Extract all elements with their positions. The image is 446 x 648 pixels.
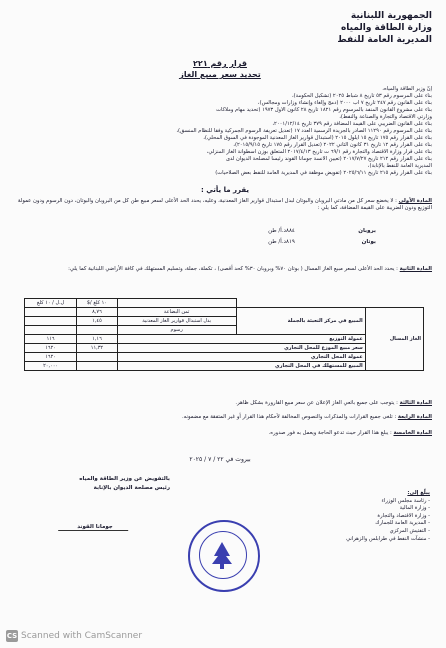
scanner-watermark bbox=[6, 630, 142, 642]
price-name: بوتان bbox=[361, 239, 376, 245]
article-4-label: المادة الرابعة bbox=[397, 414, 432, 420]
article-2-label: المادة الثانية bbox=[399, 266, 432, 272]
price-unit: د.أ/ طن bbox=[268, 228, 286, 234]
price-row-butane bbox=[196, 237, 376, 248]
signature-line-1: بالتفويض عن وزير الطاقة والمياه bbox=[79, 476, 170, 482]
col-lbp-header: ل.ل / ١٠ كلغ bbox=[25, 299, 77, 308]
table-header-row bbox=[25, 299, 424, 308]
row-label: عمولة المحل التجاري bbox=[117, 353, 365, 362]
group-main-label: الغاز المسال bbox=[365, 308, 423, 371]
price-name: بروبان bbox=[358, 228, 376, 234]
article-1-label: المادة الأولى bbox=[398, 198, 432, 204]
table-row bbox=[25, 362, 424, 371]
article-4-text: : تلغى جميع القرارات والمذكرات والنصوص المخالفة لأحكام هذا القرار أو غير المتفقة مع مضمونه. bbox=[181, 414, 397, 420]
row-lbp: ١٦٢٠ bbox=[25, 353, 77, 362]
decision-number: قرار رقم ٢٢١ bbox=[193, 59, 247, 68]
article-2-text: : يحدد الحد الأعلى لسعر مبيع الغاز المسال ( بوتان ٧٠% وبروبان ٣٠% كحد أقصى) ، تكملة، جملة، وتسليم المستهلك في كافة الأراضي اللبنانية كما يلي: bbox=[68, 266, 398, 272]
row-usd: ١,٤٥ bbox=[77, 317, 117, 326]
table-row bbox=[25, 308, 424, 317]
table-row bbox=[25, 335, 424, 344]
row-label: عمولة التوزيع bbox=[117, 335, 365, 344]
decision-title bbox=[160, 58, 280, 80]
group-sub-label: المبيع في مركز التعبئة بالجملة bbox=[236, 308, 365, 335]
decides-heading: يقرر ما يأتي : bbox=[200, 186, 250, 194]
article-1-text: : لا يخضع سعر كل من مادتي البروبان والبوتان لبدل استبدال قوارير الغاز المعدنية، وعليه، يحدد الحد الأعلى لسعر مبيع طن كل من البروبان والبوتان، دون الرسوم ودون عمولة التوزيع ودون الضريبة على القيمة المضافة، كما يلي : bbox=[17, 198, 432, 212]
article-5-text: : يبلغ هذا القرار حيث تدعو الحاجة ويعمل به فور صدوره. bbox=[268, 430, 392, 436]
article-2 bbox=[12, 266, 432, 273]
cc-item: - التفتيش المركزي bbox=[389, 527, 430, 534]
row-label: سعر مبيع الموزع للمحل التجاري bbox=[117, 344, 365, 353]
preamble-line: المديرية العامة للنفط بالإنابة)، bbox=[367, 163, 432, 169]
scanner-text: Scanned with CamScanner bbox=[21, 631, 143, 641]
cc-item: - وزارة الاقتصاد والتجارة bbox=[377, 512, 430, 519]
cc-item: - منشآت النفط في طرابلس والزهراني bbox=[346, 535, 430, 542]
preamble-line: بناء على القرار رقم ١٢ تاريخ ٣١ كانون الثاني ٢٠٢٢ (تعديل القرار رقم ١٧٥ تاريخ ٢٠١٥/٩/١٥)، bbox=[233, 142, 432, 148]
row-usd: ١,١٦ bbox=[77, 335, 117, 344]
row-usd bbox=[77, 326, 117, 335]
issue-date: بيروت في ٢٢ / ٧ / ٢٠٢٥ bbox=[189, 456, 251, 463]
signature-line-2: رئيس مصلحة الديوان بالإنابة bbox=[93, 485, 170, 491]
preamble-line: بناء على قرار وزارة الاقتصاد والتجارة رقم ٦٩/١ ت تاريخ ٢٠١٧/٤/١٣ المتعلق بوزن اسطوانة الغاز المنزلي، bbox=[206, 149, 432, 155]
preamble-line: بناء على القرار رقم ٢١٥ تاريخ ٢٠٢٥/٦/١١ (تفويض موظفة في المديرية العامة للنفط بعض الصلاحيات) bbox=[215, 170, 432, 176]
row-label: ثمن البضاعة bbox=[117, 308, 236, 317]
row-label: المبيع للمستهلك في المحل التجاري bbox=[117, 362, 365, 371]
row-lbp bbox=[25, 308, 77, 317]
decision-subject: تحديد سعر مبيع الغاز bbox=[179, 70, 261, 79]
distribution-list bbox=[310, 490, 430, 543]
preamble bbox=[12, 86, 432, 177]
cc-item: - المديرية العامة للجمارك bbox=[375, 520, 430, 527]
row-label: بدل استبدال قوارير الغاز المعدنية bbox=[117, 317, 236, 326]
cc-item: - وزارة المالية bbox=[399, 505, 430, 512]
row-usd bbox=[77, 362, 117, 371]
row-lbp: ٢٠,٠٠٠ bbox=[25, 362, 77, 371]
gas-price-table bbox=[24, 298, 424, 371]
table-blank-cell bbox=[117, 299, 236, 308]
table-row bbox=[25, 353, 424, 362]
preamble-line: بناء على القانون الضريبي على القيمة المضافة رقم ٣٧٩ تاريخ ٢٠٠١/١٢/١٤، bbox=[272, 121, 432, 127]
price-list bbox=[196, 226, 376, 248]
preamble-line: بناء على القرار رقم ٢١٢ تاريخ ٢٠١٧/٧/٢٧ (تعيين الآنسة جومانا القوند رئيساً لمصلحة الديوان لدى bbox=[225, 156, 432, 162]
cc-item: - رئاسة مجلس الوزراء bbox=[381, 497, 430, 504]
price-row-propane bbox=[196, 226, 376, 237]
article-3-text: : يتوجب على جميع بائعي الغاز الإعلان عن سعر مبيع القارورة بشكل ظاهر. bbox=[235, 400, 398, 406]
official-stamp bbox=[188, 520, 260, 592]
table-row bbox=[25, 344, 424, 353]
handwritten-signature bbox=[58, 520, 132, 531]
row-label: رسوم bbox=[117, 326, 236, 335]
article-3-label: المادة الثالثة bbox=[399, 400, 432, 406]
article-4 bbox=[12, 414, 432, 421]
price-value: ٨١٩ bbox=[286, 239, 295, 245]
row-usd: ٨,٧٦ bbox=[77, 308, 117, 317]
preamble-line: بناء على القانون رقم ٢٤٧ تاريخ ٧ آب ٢٠٠٠ (دمج وإلغاء وإنشاء وزارات ومجالس)، bbox=[257, 100, 432, 106]
row-lbp bbox=[25, 317, 77, 326]
cedar-icon bbox=[188, 520, 256, 588]
row-usd bbox=[77, 353, 117, 362]
article-3 bbox=[12, 400, 432, 407]
header-line-1: الجمهورية اللبنانية bbox=[350, 11, 432, 21]
preamble-line: بناء على المرسوم رقم ١١٢٩٠ الصادر بالجريدة الرسمية العدد ١٧ (تعديل تعريفة الرسوم الجمركية وفقاً للنظام المنسق)، bbox=[176, 128, 432, 134]
article-1 bbox=[12, 198, 432, 212]
price-unit: د.أ/ طن bbox=[268, 239, 286, 245]
cc-title: يبلّغ إلى: bbox=[407, 490, 430, 496]
row-lbp: ١١٦ bbox=[25, 335, 77, 344]
row-lbp: ١٦٢٠ bbox=[25, 344, 77, 353]
header-line-2: وزارة الطاقة والمياه bbox=[340, 23, 432, 33]
article-5-label: المادة الخامسة bbox=[393, 430, 432, 436]
price-value: ٨٨٤ bbox=[286, 228, 295, 234]
preamble-line: إنَّ وزير الطاقة والمياه، bbox=[382, 86, 432, 92]
camscanner-icon: CS bbox=[6, 632, 18, 640]
header-line-3: المديرية العامة للنفط bbox=[337, 35, 432, 45]
ministry-header bbox=[282, 10, 432, 46]
row-lbp bbox=[25, 326, 77, 335]
preamble-line: وزارتي الاقتصاد والتجارة والصناعة والنفط)، bbox=[339, 114, 432, 120]
col-usd-header: $/ ١٠ كلغ bbox=[77, 299, 117, 308]
preamble-line: بناء على مشروع القانون المنفذ بالمرسوم رقم ١٨٢١ تاريخ ٢٨ كانون الأول ١٩٧٣ (تحديد مهام وملاكات bbox=[216, 107, 432, 113]
signatory-name: جومانا القوند bbox=[77, 524, 113, 530]
article-5 bbox=[12, 430, 432, 437]
preamble-line: بناء على القرار رقم ١٧٥ تاريخ ١٥ أيلول ٢٠١٥ (استبدال قوارير الغاز المعدنية الموجودة في السوق المحلي)، bbox=[203, 135, 432, 141]
preamble-line: بناء على المرسوم رقم ٥٣ تاريخ ٨ شباط ٢٠٢٥ (تشكيل الحكومة)، bbox=[291, 93, 432, 99]
row-usd: ١١,٣٢ bbox=[77, 344, 117, 353]
